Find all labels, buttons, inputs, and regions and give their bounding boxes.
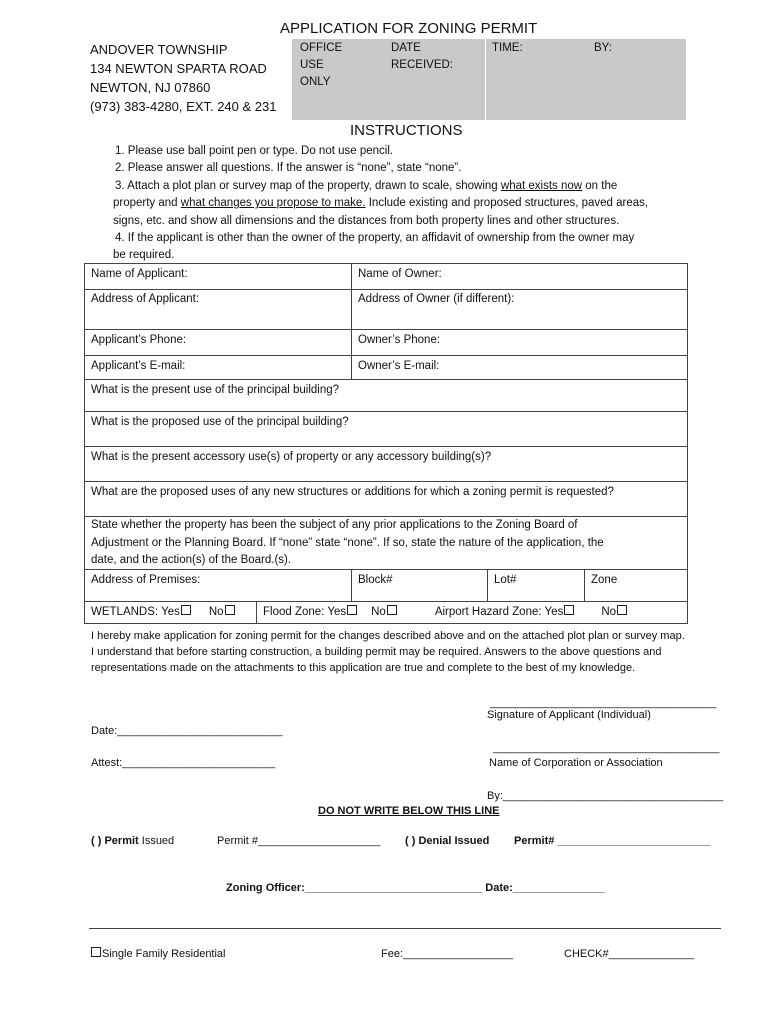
prior-applications-field[interactable] [84,517,688,570]
application-form [84,263,688,624]
airport-no-checkbox[interactable] [617,605,627,615]
lot-field[interactable]: Lot# [487,570,584,601]
address-of-owner-field[interactable]: Address of Owner (if different): [351,290,687,329]
declaration-line: representations made on the attachments to this application are true and complete to the best of my knowledge. [91,662,636,674]
form-row-premises [84,570,688,602]
applicant-email-field[interactable]: Applicant’s E-mail: [91,360,186,372]
form-row-addresses [84,290,688,330]
flood-no-checkbox[interactable] [387,605,397,615]
owner-phone-field[interactable]: Owner’s Phone: [351,330,687,355]
do-not-write-divider: DO NOT WRITE BELOW THIS LINE [318,805,500,817]
name-of-applicant-field[interactable]: Name of Applicant: [91,268,188,280]
signature-label: Signature of Applicant (Individual) [487,709,651,721]
date-field[interactable]: Date:___________________________ [91,725,283,737]
wetlands-yes-checkbox[interactable] [181,605,191,615]
single-family-residential: Single Family Residential [91,946,226,962]
corporation-line[interactable]: _____________________________________ [493,742,720,754]
signature-line[interactable]: _____________________________________ [490,697,717,709]
instructions-heading: INSTRUCTIONS [350,122,463,139]
date-received-label: DATE RECEIVED: [391,42,453,71]
form-row-phones [84,330,688,356]
office-use-label: OFFICE USE ONLY [300,42,343,88]
township-address [90,40,276,116]
permit-number-field-2[interactable]: Permit# _________________________ [514,835,711,847]
single-family-checkbox[interactable] [91,947,101,957]
corporation-label: Name of Corporation or Association [489,757,663,769]
by-label: BY: [594,42,612,54]
time-label: TIME: [492,42,523,54]
form-row-hazards [84,602,688,624]
address-line: ANDOVER TOWNSHIP [90,42,228,57]
name-of-owner-field[interactable]: Name of Owner: [351,264,687,289]
present-use-field[interactable]: What is the present use of the principal building? [84,380,688,412]
declaration-line: I understand that before starting construction, a building permit may be required. Answers to the above questions and [91,646,662,658]
instruction-4-cont: be required. [113,249,175,261]
zone-field[interactable]: Zone [584,570,687,601]
instruction-3-cont: property and what changes you propose to make. Include existing and proposed structures, paved areas, [113,197,649,209]
declaration-line: I hereby make application for zoning permit for the changes described above and on the attached plot plan or survey map. [91,630,685,642]
wetlands-no-checkbox[interactable] [225,605,235,615]
office-divider [485,39,486,120]
instruction-2: 2. Please answer all questions. If the answer is “none”, state “none”. [115,162,462,174]
instruction-3: 3. Attach a plot plan or survey map of the property, drawn to scale, showing what exists now on the [115,180,618,192]
address-of-premises-field[interactable]: Address of Premises: [91,574,201,586]
address-line: 134 NEWTON SPARTA ROAD [90,61,267,76]
divider-line [89,928,721,929]
applicant-phone-field[interactable]: Applicant’s Phone: [91,334,187,346]
new-structures-field[interactable]: What are the proposed uses of any new structures or additions for which a zoning permit is requested? [84,482,688,517]
instruction-3-cont2: signs, etc. and show all dimensions and the distances from both property lines and other structures. [113,215,620,227]
address-line: NEWTON, NJ 07860 [90,80,211,95]
instruction-1: 1. Please use ball point pen or type. Do not use pencil. [115,145,394,157]
fee-field[interactable]: Fee:__________________ [381,948,514,960]
proposed-use-field[interactable]: What is the proposed use of the principal building? [84,412,688,447]
check-field[interactable]: CHECK#______________ [564,948,695,960]
permit-issued: ( ) Permit Issued [91,835,175,847]
denial-issued: ( ) Denial Issued [405,835,490,847]
airport-yes-checkbox[interactable] [564,605,574,615]
form-title: APPLICATION FOR ZONING PERMIT [280,20,538,37]
form-row-names [84,263,688,290]
address-line: (973) 383-4280, EXT. 240 & 231 [90,99,277,114]
attest-field[interactable]: Attest:_________________________ [91,757,276,769]
flood-yes-checkbox[interactable] [347,605,357,615]
prior-line: date, and the action(s) of the Board.(s). [91,554,292,566]
owner-email-field[interactable]: Owner’s E-mail: [351,356,687,379]
form-row-emails [84,356,688,380]
instruction-4: 4. If the applicant is other than the owner of the property, an affidavit of ownership from the owner may [115,232,635,244]
permit-number-field[interactable]: Permit #____________________ [217,835,381,847]
prior-line: State whether the property has been the subject of any prior applications to the Zoning Board of [91,519,578,531]
block-field[interactable]: Block# [351,570,487,601]
address-of-applicant-field[interactable]: Address of Applicant: [91,293,200,305]
office-use-box [292,39,686,120]
prior-line: Adjustment or the Planning Board. If “none” state “none”. If so, state the nature of the application, the [91,536,604,549]
wetlands-cell: WETLANDS: Yes No [85,602,256,623]
accessory-use-field[interactable]: What is the present accessory use(s) of property or any accessory building(s)? [84,447,688,482]
zoning-officer-field[interactable]: Zoning Officer:_____________________________ Date:_______________ [226,882,605,894]
declaration [91,628,685,676]
by-field[interactable]: By:____________________________________ [487,790,724,802]
flood-airport-cell: Flood Zone: Yes No Airport Hazard Zone: Yes No [256,602,687,623]
